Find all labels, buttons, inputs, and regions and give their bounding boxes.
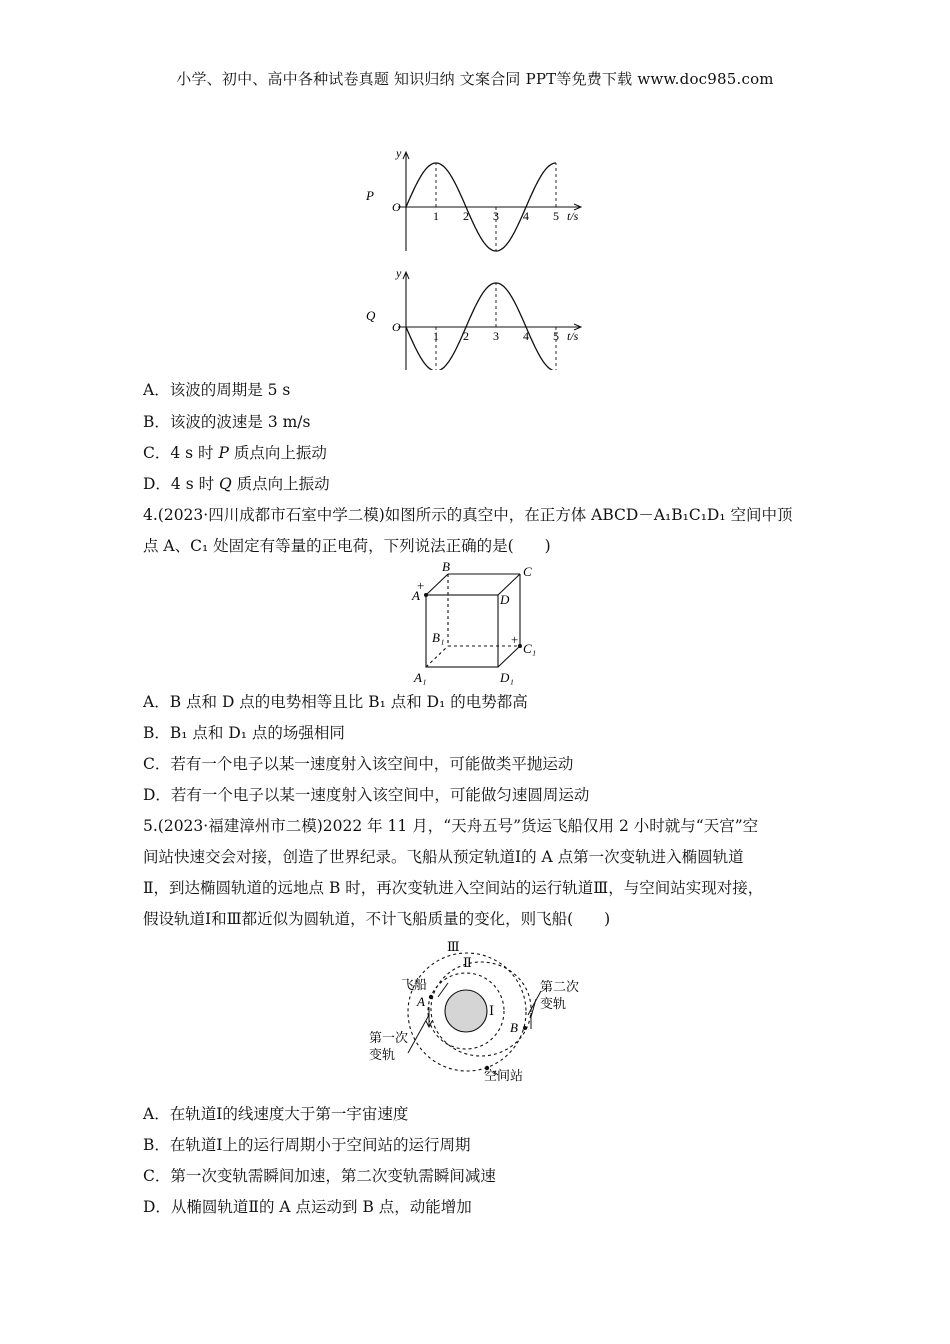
page-header: 小学、初中、高中各种试卷真题 知识归纳 文案合同 PPT等免费下载 www.doc985.com xyxy=(176,70,774,88)
cube-figure xyxy=(408,558,568,688)
leader-ship xyxy=(438,983,448,997)
tick-p-1: 1 xyxy=(433,209,439,223)
q4-stem-line2: 点 A、C₁ 处固定有等量的正电荷，下列说法正确的是( ) xyxy=(143,537,551,555)
q4-option-a: A．B 点和 D 点的电势相等且比 B₁ 点和 D₁ 的电势都高 xyxy=(143,693,528,711)
xlabel-q: t/s xyxy=(567,329,579,343)
q5-option-d: D．从椭圆轨道Ⅱ的 A 点运动到 B 点，动能增加 xyxy=(143,1198,472,1216)
label-i: Ⅰ xyxy=(489,1003,495,1018)
q4-option-d: D．若有一个电子以某一速度射入该空间中，可能做匀速圆周运动 xyxy=(143,786,590,804)
label-b: B xyxy=(510,1020,518,1035)
charge-a-dot xyxy=(424,593,428,597)
graph-label-p: P xyxy=(366,188,374,203)
label-first-1: 第一次 xyxy=(369,1030,409,1045)
label-iii: Ⅲ xyxy=(447,939,460,954)
tick-p-3: 3 xyxy=(493,209,499,223)
tick-q-1: 1 xyxy=(433,329,439,343)
q5-stem-line1: 5.(2023·福建漳州市二模)2022 年 11 月，“天舟五号”货运飞船仅用 2 小时就与“天宫”空 xyxy=(143,817,759,835)
label-a: A xyxy=(417,994,425,1009)
xlabel-p: t/s xyxy=(567,209,579,223)
label-c1: C₁ xyxy=(523,641,537,656)
q3-option-d: D．4 s 时 Q 质点向上振动 xyxy=(143,475,330,493)
q5-stem-line2: 间站快速交会对接，创造了世界纪录。飞船从预定轨道Ⅰ的 A 点第一次变轨进入椭圆轨道 xyxy=(143,848,744,866)
q4-option-c: C．若有一个电子以某一速度射入该空间中，可能做类平抛运动 xyxy=(143,755,574,773)
tick-q-2: 2 xyxy=(463,329,469,343)
q3-option-b: B．该波的波速是 3 m/s xyxy=(143,413,311,431)
q5-option-a: A．在轨道Ⅰ的线速度大于第一宇宙速度 xyxy=(143,1105,409,1123)
label-c: C xyxy=(523,564,532,579)
point-b-dot xyxy=(523,1026,527,1030)
orbit-figure xyxy=(360,935,600,1090)
q4-stem-line1: 4.(2023·四川成都市石室中学二模)如图所示的真空中，在正方体 ABCD－A₁B₁C₁D₁ 空间中顶 xyxy=(143,506,793,524)
tick-p-4: 4 xyxy=(523,209,529,223)
edge-a1-b1-hidden xyxy=(426,646,448,667)
tick-q-5: 5 xyxy=(553,329,559,343)
tick-p-5: 5 xyxy=(553,209,559,223)
q3-option-c: C．4 s 时 P 质点向上振动 xyxy=(143,444,327,462)
label-second-2: 变轨 xyxy=(540,996,567,1011)
plus-c1: + xyxy=(511,632,519,647)
label-a: A xyxy=(412,588,420,603)
origin-p: O xyxy=(392,200,401,214)
tick-p-2: 2 xyxy=(463,209,469,223)
q5-stem-line4: 假设轨道Ⅰ和Ⅲ都近似为圆轨道，不计飞船质量的变化，则飞船( ) xyxy=(143,910,611,928)
label-ship: 飞船 xyxy=(401,977,428,992)
earth xyxy=(445,990,487,1032)
label-b1: B₁ xyxy=(432,630,445,645)
label-b: B xyxy=(442,559,450,574)
label-station: 空间站 xyxy=(484,1068,524,1083)
tick-q-4: 4 xyxy=(523,329,529,343)
plus-a: + xyxy=(417,578,425,593)
graph-label-q: Q xyxy=(366,308,376,323)
charge-c1-dot xyxy=(518,644,522,648)
label-first-2: 变轨 xyxy=(369,1047,396,1062)
label-d1: D₁ xyxy=(500,670,514,685)
label-d: D xyxy=(500,592,510,607)
q5-option-b: B．在轨道Ⅰ上的运行周期小于空间站的运行周期 xyxy=(143,1136,471,1154)
label-second-1: 第二次 xyxy=(540,979,580,994)
wave-graphs xyxy=(360,140,590,370)
q3-option-a: A．该波的周期是 5 s xyxy=(143,381,291,399)
q4-option-b: B．B₁ 点和 D₁ 点的场强相同 xyxy=(143,724,345,742)
label-ii: Ⅱ xyxy=(463,955,472,970)
ship-dot xyxy=(429,995,433,999)
edge-a-b xyxy=(426,574,448,595)
origin-q: O xyxy=(392,320,401,334)
tick-q-3: 3 xyxy=(493,329,499,343)
q5-option-c: C．第一次变轨需瞬间加速，第二次变轨需瞬间减速 xyxy=(143,1167,496,1185)
label-a1: A₁ xyxy=(414,670,427,685)
edge-d1-c1 xyxy=(498,646,520,667)
q5-stem-line3: Ⅱ，到达椭圆轨道的远地点 B 时，再次变轨进入空间站的运行轨道Ⅲ，与空间站实现对接， xyxy=(143,879,764,897)
ylabel-q: y xyxy=(396,266,402,280)
ylabel-p: y xyxy=(396,146,402,160)
leader-first xyxy=(408,1015,429,1053)
